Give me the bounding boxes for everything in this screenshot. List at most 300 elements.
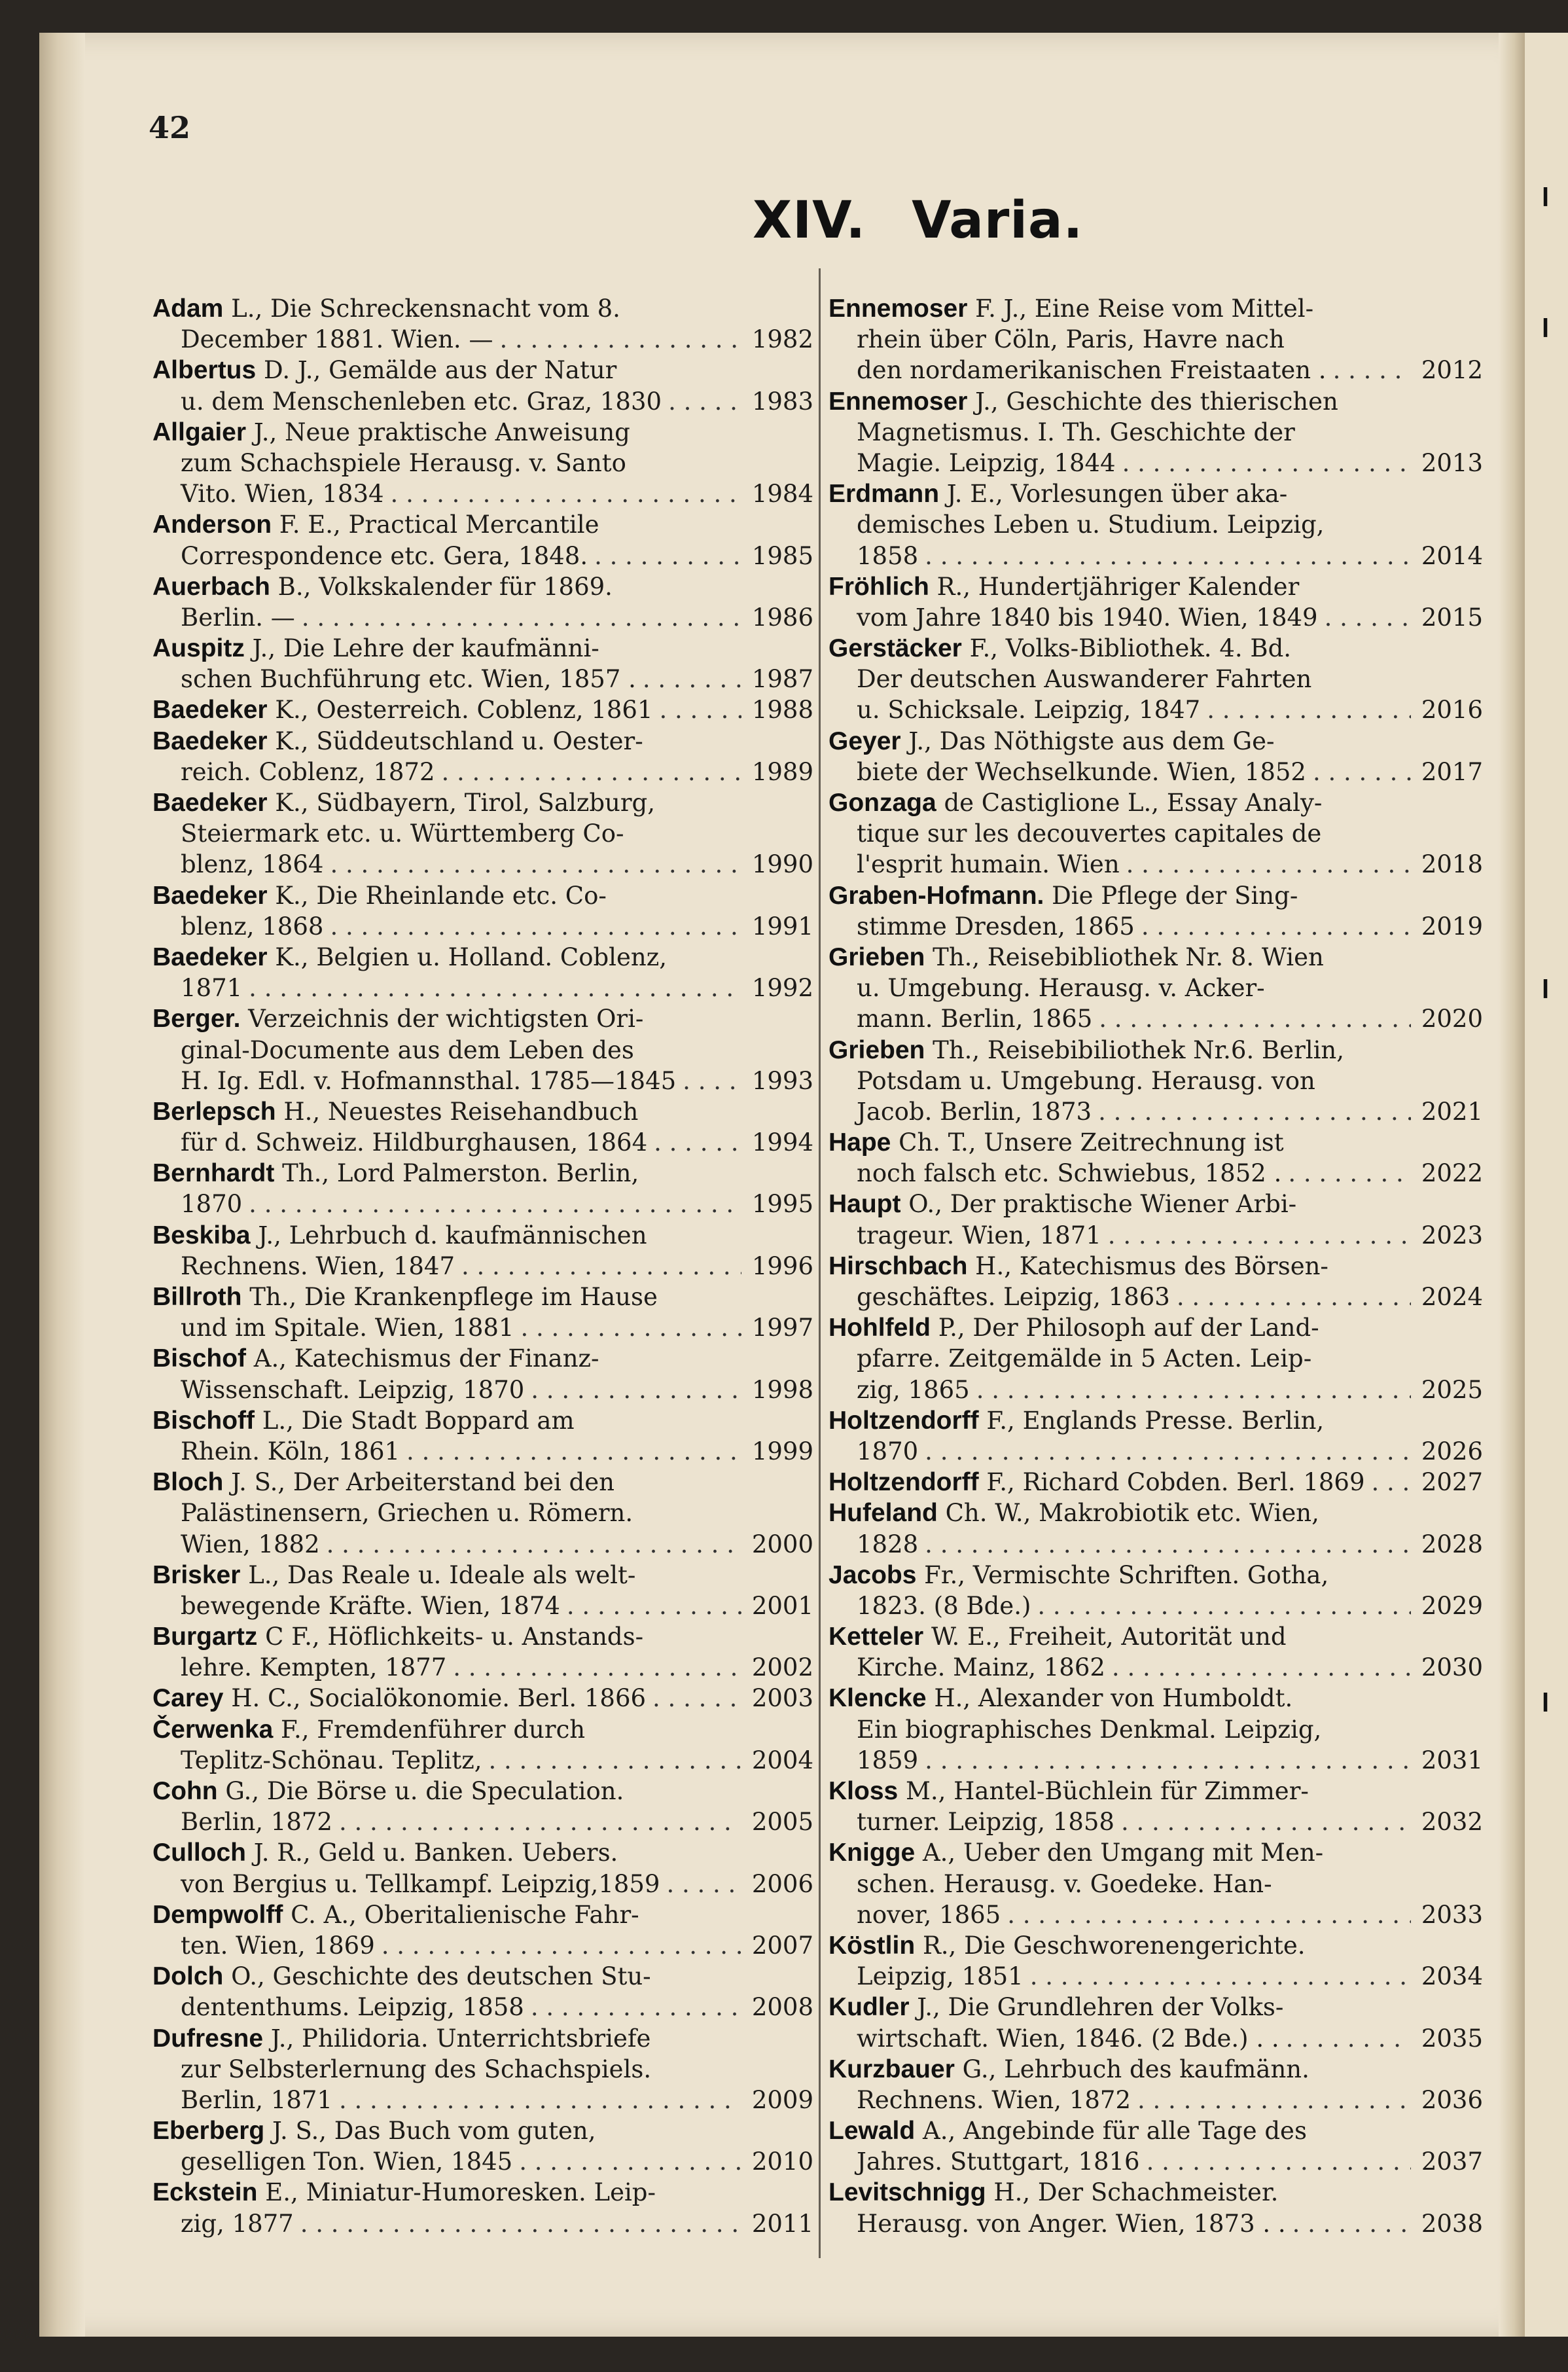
entry-author: Baedeker: [152, 789, 268, 817]
leader-dots: [925, 1436, 1411, 1467]
entry-number: 2001: [751, 1591, 813, 1620]
entry-line: [829, 386, 1483, 417]
entry-line: [829, 2208, 1483, 2239]
entry-line: [829, 664, 1483, 694]
catalog-entry: [152, 694, 813, 725]
entry-line: [152, 726, 813, 757]
catalog-entry: [829, 2177, 1483, 2238]
catalog-entry: [829, 633, 1483, 726]
leader-dots: [1137, 2085, 1411, 2115]
entry-number: 2025: [1421, 1375, 1483, 1404]
entry-line: [152, 2023, 813, 2054]
entry-text: für d. Schweiz. Hildburghausen, 1864: [181, 1128, 648, 1157]
entry-line: [829, 1498, 1483, 1528]
leader-dots: [660, 694, 742, 725]
entry-line: [152, 1806, 813, 1837]
entry-line: [829, 1189, 1483, 1219]
entry-author: Bischoff: [152, 1406, 255, 1435]
adjacent-page-letter: l: [1542, 975, 1550, 1004]
leader-dots: [531, 1375, 741, 1405]
entry-text: C. A., Oberitalienische Fahr-: [291, 1900, 639, 1929]
entry-line: [829, 787, 1483, 818]
entry-author: Jacobs: [829, 1560, 917, 1589]
entry-author: Eberberg: [152, 2117, 265, 2146]
entry-text: J., Geschichte des thierischen: [975, 387, 1338, 416]
leader-dots: [499, 324, 741, 355]
entry-text: Die Pflege der Sing-: [1052, 881, 1298, 910]
entry-text: M., Hantel-Büchlein für Zimmer-: [905, 1777, 1309, 1805]
catalog-entry: [829, 2054, 1483, 2115]
entry-author: Kudler: [829, 1993, 910, 2022]
entry-number: 2032: [1421, 1808, 1483, 1837]
entry-text: W. E., Freiheit, Autorität und: [931, 1623, 1287, 1651]
entry-text: E., Miniatur-Humoresken. Leip-: [265, 2178, 656, 2207]
entry-author: Geyer: [829, 727, 901, 755]
entry-author: Carey: [152, 1684, 224, 1713]
entry-text: noch falsch etc. Schwiebus, 1852 .: [857, 1159, 1282, 1188]
entry-text: J. R., Geld u. Banken. Uebers.: [253, 1839, 618, 1867]
entry-line: [829, 1652, 1483, 1683]
entry-line: [829, 1560, 1483, 1590]
leader-dots: [1108, 1220, 1411, 1251]
entry-number: 1982: [751, 325, 813, 354]
entry-text: 1871: [181, 974, 243, 1003]
entry-line: [829, 757, 1483, 787]
entry-text: Rhein. Köln, 1861: [181, 1437, 401, 1465]
catalog-entry: [152, 1714, 813, 1776]
entry-text: l'esprit humain. Wien: [857, 850, 1120, 879]
entry-line: [829, 1714, 1483, 1745]
entry-author: Adam: [152, 295, 224, 323]
entry-line: [152, 694, 813, 725]
catalog-entry: [152, 1837, 813, 1899]
entry-line: [152, 973, 813, 1003]
entry-author: Baedeker: [152, 727, 268, 755]
entry-line: [829, 1806, 1483, 1837]
entry-author: Brisker: [152, 1560, 241, 1589]
adjacent-page-letter: l: [1542, 1689, 1550, 1717]
entry-text: J., Philidoria. Unterrichtsbriefe: [270, 2024, 651, 2053]
catalog-entry: [152, 1405, 813, 1467]
entry-line: [829, 1251, 1483, 1282]
entry-number: 2008: [751, 1993, 813, 2022]
entry-line: [152, 1837, 813, 1868]
catalog-entry: [152, 1003, 813, 1096]
entry-line: [152, 1282, 813, 1312]
entry-text: G., Lehrbuch des kaufmänn.: [962, 2055, 1310, 2083]
entry-text: Jahres. Stuttgart, 1816: [857, 2147, 1140, 2176]
entry-line: [152, 448, 813, 478]
entry-number: 2018: [1421, 850, 1483, 879]
entry-author: Eckstein: [152, 2178, 258, 2207]
entry-text: G., Die Börse u. die Speculation.: [225, 1777, 624, 1805]
entry-author: Ennemoser: [829, 295, 968, 323]
entry-text: R., Die Geschworenengerichte.: [922, 1931, 1306, 1960]
catalog-entry: [152, 1683, 813, 1714]
leader-dots: [461, 1251, 741, 1282]
entry-text: zig, 1865: [857, 1375, 970, 1404]
entry-author: Grieben: [829, 943, 925, 971]
catalog-entry: [152, 880, 813, 942]
entry-line: [152, 1096, 813, 1127]
entry-text: Th., Lord Palmerston. Berlin,: [282, 1159, 639, 1188]
catalog-entry: [152, 509, 813, 571]
entry-line: [152, 1560, 813, 1590]
entry-line: [152, 942, 813, 973]
leader-dots: [925, 1529, 1411, 1560]
leader-dots: [1126, 849, 1411, 880]
entry-number: 2002: [751, 1653, 813, 1682]
entry-line: [152, 1127, 813, 1158]
catalog-entry: [152, 1096, 813, 1158]
entry-text: F. E., Practical Mercantile: [279, 511, 599, 539]
entry-number: 2004: [751, 1746, 813, 1774]
entry-line: [152, 1714, 813, 1745]
entry-author: Dolch: [152, 1962, 224, 1991]
right-column: [829, 293, 1483, 2239]
entry-line: [152, 1498, 813, 1528]
entry-text: A., Ueber den Umgang mit Men-: [922, 1839, 1324, 1867]
catalog-entry: [152, 1560, 813, 1621]
leader-dots: [489, 1745, 741, 1776]
catalog-entry: [152, 2023, 813, 2116]
entry-text: P., Der Philosoph auf der Land-: [938, 1314, 1319, 1342]
entry-line: [152, 1652, 813, 1683]
entry-line: [829, 973, 1483, 1003]
catalog-entry: [152, 1282, 813, 1343]
entry-line: [152, 2115, 813, 2146]
entry-number: 2007: [751, 1931, 813, 1960]
catalog-entry: [152, 1467, 813, 1560]
entry-text: trageur. Wien, 1871: [857, 1221, 1101, 1249]
leader-dots: [683, 1066, 741, 1096]
entry-line: [829, 633, 1483, 664]
entry-line: [152, 849, 813, 880]
entry-text: D. J., Gemälde aus der Natur: [263, 356, 617, 385]
entry-text: 1828: [857, 1530, 919, 1558]
catalog-entry: [829, 942, 1483, 1035]
catalog-entry: [829, 571, 1483, 633]
entry-line: [152, 1220, 813, 1251]
catalog-entry: [829, 1683, 1483, 1776]
leader-dots: [453, 1652, 741, 1683]
entry-line: [152, 1899, 813, 1930]
entry-line: [829, 1776, 1483, 1806]
catalog-entry: [829, 1312, 1483, 1405]
entry-text: 1859: [857, 1746, 919, 1774]
entry-line: [829, 2085, 1483, 2115]
catalog-entry: [152, 1899, 813, 1961]
entry-text: Berlin, 1871: [181, 2085, 332, 2114]
entry-text: J., Die Grundlehren der Volks-: [917, 1993, 1284, 2022]
entry-author: Holtzendorff: [829, 1468, 979, 1497]
entry-text: J. S., Das Buch vom guten,: [272, 2117, 596, 2146]
entry-text: C F., Höflichkeits- u. Anstands-: [265, 1623, 644, 1651]
entry-line: [829, 2177, 1483, 2208]
entry-line: [152, 324, 813, 355]
entry-text: Ein biographisches Denkmal. Leipzig,: [857, 1715, 1322, 1744]
entry-number: 2003: [751, 1684, 813, 1713]
entry-line: [829, 1961, 1483, 1992]
entry-text: den nordamerikanischen Freistaaten .: [857, 356, 1327, 385]
entry-text: ten. Wien, 1869: [181, 1931, 375, 1960]
entry-text: Ch. W., Makrobiotik etc. Wien,: [945, 1499, 1319, 1528]
entry-line: [829, 942, 1483, 973]
section-number: XIV.: [753, 191, 866, 250]
entry-author: Levitschnigg: [829, 2178, 986, 2207]
entry-author: Bischof: [152, 1344, 247, 1373]
catalog-entry: [829, 1405, 1483, 1467]
entry-line: [152, 386, 813, 417]
catalog-entry: [829, 478, 1483, 571]
entry-line: [152, 1436, 813, 1467]
entry-text: H., Der Schachmeister.: [993, 2178, 1279, 2207]
leader-dots: [567, 1590, 741, 1621]
entry-text: Magie. Leipzig, 1844: [857, 448, 1116, 477]
entry-number: 2014: [1421, 541, 1483, 570]
leader-dots: [654, 1127, 741, 1158]
entry-text: H. C., Socialökonomie. Berl. 1866: [231, 1684, 647, 1713]
leader-dots: [249, 973, 741, 1003]
entry-text: Verzeichnis der wichtigsten Ori-: [248, 1005, 644, 1033]
entry-line: [152, 571, 813, 602]
entry-line: [152, 1035, 813, 1066]
entry-line: [829, 1436, 1483, 1467]
entry-text: biete der Wechselkunde. Wien, 1852: [857, 757, 1306, 786]
entry-line: [829, 1282, 1483, 1312]
entry-text: L., Die Schreckensnacht vom 8.: [231, 295, 620, 323]
entry-text: schen. Herausg. v. Goedeke. Han-: [857, 1869, 1272, 1898]
entry-number: 2006: [751, 1869, 813, 1898]
entry-text: A., Katechismus der Finanz-: [253, 1344, 599, 1373]
catalog-entry: [829, 726, 1483, 787]
entry-author: Graben-Hofmann.: [829, 881, 1044, 910]
entry-author: Erdmann: [829, 480, 940, 509]
entry-line: [829, 1837, 1483, 1868]
entry-number: 1999: [751, 1437, 813, 1465]
catalog-entry: [829, 1498, 1483, 1559]
entry-author: Baedeker: [152, 881, 268, 910]
entry-line: [152, 2085, 813, 2115]
catalog-entry: [152, 1961, 813, 2022]
entry-text: Teplitz-Schönau. Teplitz,: [181, 1746, 482, 1774]
entry-text: Correspondence etc. Gera, 1848.: [181, 541, 588, 570]
entry-author: Burgartz: [152, 1623, 258, 1651]
entry-line: [829, 324, 1483, 355]
entry-text: K., Oesterreich. Coblenz, 1861: [275, 696, 653, 725]
entry-text: Berlin. —: [181, 603, 295, 632]
entry-number: 1996: [751, 1251, 813, 1280]
entry-text: K., Belgien u. Holland. Coblenz,: [275, 943, 667, 971]
entry-text: geschäftes. Leipzig, 1863: [857, 1283, 1170, 1311]
entry-text: Th., Reisebibliothek Nr. 8. Wien: [933, 943, 1324, 971]
entry-line: [829, 1621, 1483, 1652]
entry-author: Lewald: [829, 2117, 916, 2146]
entry-line: [829, 355, 1483, 386]
entry-line: [152, 1992, 813, 2022]
entry-text: turner. Leipzig, 1858: [857, 1808, 1114, 1837]
entry-line: [829, 818, 1483, 849]
catalog-entry: [152, 1158, 813, 1219]
entry-number: 2036: [1421, 2085, 1483, 2114]
adjacent-page-strip: [1525, 33, 1568, 2337]
entry-number: 2038: [1421, 2209, 1483, 2238]
entry-number: 2017: [1421, 757, 1483, 786]
entry-author: Baedeker: [152, 696, 268, 725]
entry-line: [152, 1158, 813, 1189]
catalog-entry: [152, 633, 813, 694]
leader-dots: [1288, 1158, 1411, 1189]
entry-text: bewegende Kräfte. Wien, 1874: [181, 1591, 560, 1620]
entry-number: 2011: [751, 2209, 813, 2238]
entry-text: Der deutschen Auswanderer Fahrten: [857, 665, 1312, 694]
leader-dots: [1112, 1652, 1411, 1683]
catalog-entry: [152, 942, 813, 1003]
entry-author: Knigge: [829, 1839, 916, 1867]
entry-text: J., Das Nöthigste aus dem Ge-: [908, 727, 1275, 755]
entry-text: zum Schachspiele Herausg. v. Santo: [181, 448, 626, 477]
entry-line: [152, 911, 813, 942]
entry-text: und im Spitale. Wien, 1881: [181, 1314, 514, 1342]
entry-text: J. E., Vorlesungen über aka-: [946, 480, 1288, 509]
leader-dots: [1333, 355, 1411, 386]
entry-line: [829, 1127, 1483, 1158]
entry-text: F., Richard Cobden. Berl. 1869: [986, 1468, 1365, 1497]
entry-line: [152, 1621, 813, 1652]
entry-line: [152, 1003, 813, 1034]
leader-dots: [1286, 2023, 1411, 2054]
entry-number: 1986: [751, 603, 813, 632]
entry-text: u. Schicksale. Leipzig, 1847: [857, 696, 1201, 725]
catalog-entry: [152, 1220, 813, 1282]
entry-number: 2019: [1421, 912, 1483, 941]
entry-line: [152, 1869, 813, 1899]
leader-dots: [1372, 1467, 1411, 1498]
page-number: 42: [149, 110, 191, 145]
leader-dots: [1121, 1806, 1411, 1837]
entry-author: Auerbach: [152, 572, 270, 601]
entry-line: [152, 2054, 813, 2085]
entry-text: Rechnens. Wien, 1847: [181, 1251, 455, 1280]
catalog-entry: [152, 2115, 813, 2177]
catalog-entry: [829, 1467, 1483, 1498]
entry-author: Berlepsch: [152, 1097, 276, 1126]
catalog-entry: [152, 1776, 813, 1837]
entry-number: 1988: [751, 696, 813, 725]
entry-author: Billroth: [152, 1283, 242, 1311]
leader-dots: [652, 1683, 741, 1714]
entry-line: [152, 787, 813, 818]
entry-text: ginal-Documente aus dem Leben des: [181, 1035, 634, 1064]
leader-dots: [1177, 1282, 1411, 1312]
entry-number: 1989: [751, 757, 813, 786]
entry-text: Kirche. Mainz, 1862: [857, 1653, 1105, 1682]
entry-text: 1823. (8 Bde.): [857, 1591, 1031, 1620]
entry-line: [152, 1467, 813, 1498]
entry-text: reich. Coblenz, 1872: [181, 757, 435, 786]
entry-line: [829, 1003, 1483, 1034]
entry-line: [152, 509, 813, 540]
entry-number: 1995: [751, 1190, 813, 1219]
entry-number: 1987: [751, 665, 813, 694]
entry-line: [829, 1035, 1483, 1066]
entry-line: [829, 911, 1483, 942]
entry-author: Hufeland: [829, 1499, 938, 1528]
entry-line: [829, 2146, 1483, 2177]
entry-text: A., Angebinde für alle Tage des: [922, 2117, 1307, 2146]
entry-text: F., Englands Presse. Berlin,: [986, 1406, 1325, 1435]
entry-text: Fr., Vermischte Schriften. Gotha,: [924, 1560, 1329, 1589]
entry-line: [152, 818, 813, 849]
entry-line: [829, 417, 1483, 448]
entry-line: [152, 478, 813, 509]
catalog-entry: [829, 1189, 1483, 1250]
catalog-entry: [829, 1251, 1483, 1312]
leader-dots: [1313, 757, 1411, 787]
entry-author: Kurzbauer: [829, 2055, 955, 2083]
leader-dots: [442, 757, 742, 787]
entry-line: [829, 1096, 1483, 1127]
entry-text: Ch. T., Unsere Zeitrechnung ist: [899, 1128, 1284, 1157]
entry-text: von Bergius u. Tellkampf. Leipzig,1859: [181, 1869, 660, 1898]
entry-line: [829, 880, 1483, 911]
entry-line: [152, 1930, 813, 1961]
leader-dots: [327, 1529, 741, 1560]
entry-line: [152, 880, 813, 911]
entry-text: Potsdam u. Umgebung. Herausg. von: [857, 1066, 1315, 1095]
entry-line: [152, 633, 813, 664]
leader-dots: [330, 849, 741, 880]
entry-number: 2020: [1421, 1005, 1483, 1033]
entry-line: [152, 1683, 813, 1714]
entry-line: [152, 1312, 813, 1343]
entry-text: 1870: [857, 1437, 919, 1465]
entry-line: [152, 664, 813, 694]
entry-line: [152, 1590, 813, 1621]
entry-number: 2013: [1421, 448, 1483, 477]
entry-text: J., Die Lehre der kaufmänni-: [252, 634, 599, 663]
entry-text: H., Neuestes Reisehandbuch: [283, 1097, 639, 1126]
catalog-entry: [829, 880, 1483, 942]
adjacent-page-letter: l: [1542, 314, 1550, 343]
entry-number: 2005: [751, 1808, 813, 1837]
entry-text: F., Fremdenführer durch: [281, 1715, 586, 1744]
entry-author: Hohlfeld: [829, 1314, 931, 1342]
entry-text: December 1881. Wien. —: [181, 325, 493, 354]
entry-text: tique sur les decouvertes capitales de: [857, 819, 1322, 848]
entry-number: 1983: [751, 387, 813, 416]
entry-text: vom Jahre 1840 bis 1940. Wien, 1849: [857, 603, 1318, 632]
leader-dots: [382, 1930, 741, 1961]
entry-text: blenz, 1864: [181, 850, 324, 879]
catalog-entry: [829, 1992, 1483, 2053]
entry-author: Ketteler: [829, 1623, 924, 1651]
entry-line: [152, 1066, 813, 1096]
entry-number: 2022: [1421, 1159, 1483, 1188]
catalog-entry: [829, 386, 1483, 479]
catalog-entry: [152, 355, 813, 416]
entry-text: zur Selbsterlernung des Schachspiels.: [181, 2055, 652, 2083]
entry-author: Beskiba: [152, 1221, 251, 1249]
entry-line: [829, 509, 1483, 540]
entry-line: [829, 1158, 1483, 1189]
catalog-entry: [829, 1930, 1483, 1992]
entry-text: Wien, 1882: [181, 1530, 320, 1558]
entry-number: 1997: [751, 1314, 813, 1342]
leader-dots: [520, 1312, 741, 1343]
entry-number: 2015: [1421, 603, 1483, 632]
entry-text: Jacob. Berlin, 1873: [857, 1097, 1092, 1126]
